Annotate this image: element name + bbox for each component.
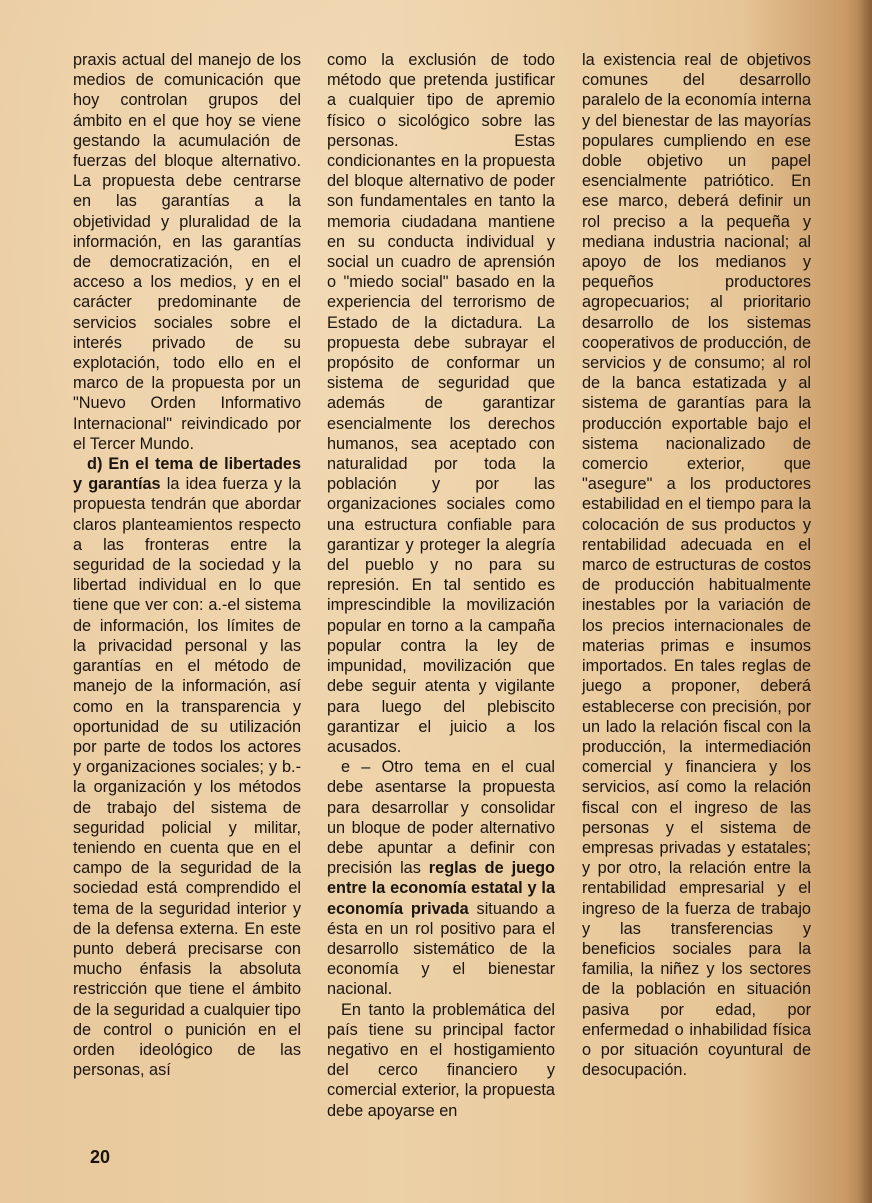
paragraph: la existencia real de objetivos comunes del desarrollo paralelo de la economía interna y del bienestar de las mayorías populares cumpliendo en ese doble objetivo un papel esencialmente patriótico. En ese marco, deberá definir un rol preciso a la pequeña y mediana industria nacional; al apoyo de los medianos y pequeños productores agropecuarios; al prioritario desarrollo de los sistemas cooperativos de producción, de servicios y de consumo; al rol de la banca estatizada y al sistema de garantías para la producción exportable bajo el sistema nacionalizado de comercio exterior, que "asegure" a los productores estabilidad en el tiempo para la colocación de sus productos y rentabilidad adecuada en el marco de estructuras de costos de producción habitualmente inestables por la variación de los precios internacionales de materias primas e insumos importados. En tales reglas de juego a proponer, deberá establecerse con precisión, por un lado la relación fiscal con la producción, la intermediación comercial y financiera y los servicios, así como la relación fiscal con el ingreso de las personas y el sistema de empresas privadas y estatales; y por otro, la relación entre la rentabilidad empresarial y el ingreso de la fuerza de trabajo y las transferencias y beneficios sociales para la familia, la niñez y los sectores de la población en situación pasiva por edad, por enfermedad o inhabilidad física o por situación coyuntural de desocupación. [582,51,811,1080]
paragraph: En tanto la problemática del país tiene su principal factor negativo en el hostigamiento del cerco financiero y comercial exterior, la propuesta debe apoyarse en [327,1000,555,1120]
text-column-2 [327,50,555,1121]
text-column-1 [73,50,301,1080]
paragraph [327,757,555,999]
text-column-3 [582,50,811,1080]
paragraph-text: la idea fuerza y la propuesta tendrán que abordar claros planteamientos respecto a las fronteras entre la seguridad de la sociedad y la libertad individual en lo que tiene que ver con: a.-el sistema de información, los límites de la privacidad personal y las garantías en el método de manejo de la información, así como en la transparencia y oportunidad de su utilización por parte de todos los actores y organizaciones sociales; y b.-la organización y los métodos de trabajo del sistema de seguridad policial y militar, teniendo en cuenta que en el campo de la seguridad de la sociedad está comprendido el tema de la seguridad interior y de la defensa externa. En este punto deberá precisarse con mucho énfasis la absoluta restricción que tiene el ámbito de la seguridad a cualquier tipo de control o punición en el orden ideológico de las personas, así [73,475,301,1080]
bold-phrase: reglas de juego entre la economía estatal y la economía privada [327,859,555,918]
page-number: 20 [90,1147,111,1167]
page-edge-shadow [858,0,872,1203]
paragraph: praxis actual del manejo de los medios de comunicación que hoy controlan grupos del ámbito en el que hoy se viene gestando la acumulación de fuerzas del bloque alternativo. La propuesta debe centrarse en las garantías a la objetividad y pluralidad de la información, en las garantías de democratización, en el acceso a los medios, y en el carácter predominante de servicios sociales sobre el interés privado de su explotación, todo ello en el marco de la propuesta por un "Nuevo Orden Informativo Internacional" reivindicado por el Tercer Mundo. [73,51,301,453]
paragraph: como la exclusión de todo método que pretenda justificar a cualquier tipo de apremio físico o sicológico sobre las personas. Estas condicionantes en la propuesta del bloque alternativo de poder son fundamentales en tanto la memoria ciudadana mantiene en su conducta individual y social un cuadro de aprensión o "miedo social" basado en la experiencia del terrorismo de Estado de la dictadura. La propuesta debe subrayar el propósito de conformar un sistema de seguridad que además de garantizar esencialmente los derechos humanos, sea aceptado con naturalidad por toda la población y por las organizaciones sociales como una estructura confiable para garantizar y proteger la alegría del pueblo y no para su represión. En tal sentido es imprescindible la movilización popular en torno a la campaña popular contra la ley de impunidad, movilización que debe seguir atenta y vigilante para luego del plebiscito garantizar el juicio a los acusados. [327,51,555,756]
paragraph [73,454,301,1080]
paragraph-text: e – Otro tema en el cual debe asentarse la propuesta para desarrollar y consolidar un bloque de poder alternativo debe apuntar a definir con precisión las [327,758,555,878]
bold-lead: d) En el tema de libertades y garantías [73,455,301,494]
paragraph-text: situando a ésta en un rol positivo para el desarrollo sistemático de la economía y el bienestar nacional. [327,899,555,999]
